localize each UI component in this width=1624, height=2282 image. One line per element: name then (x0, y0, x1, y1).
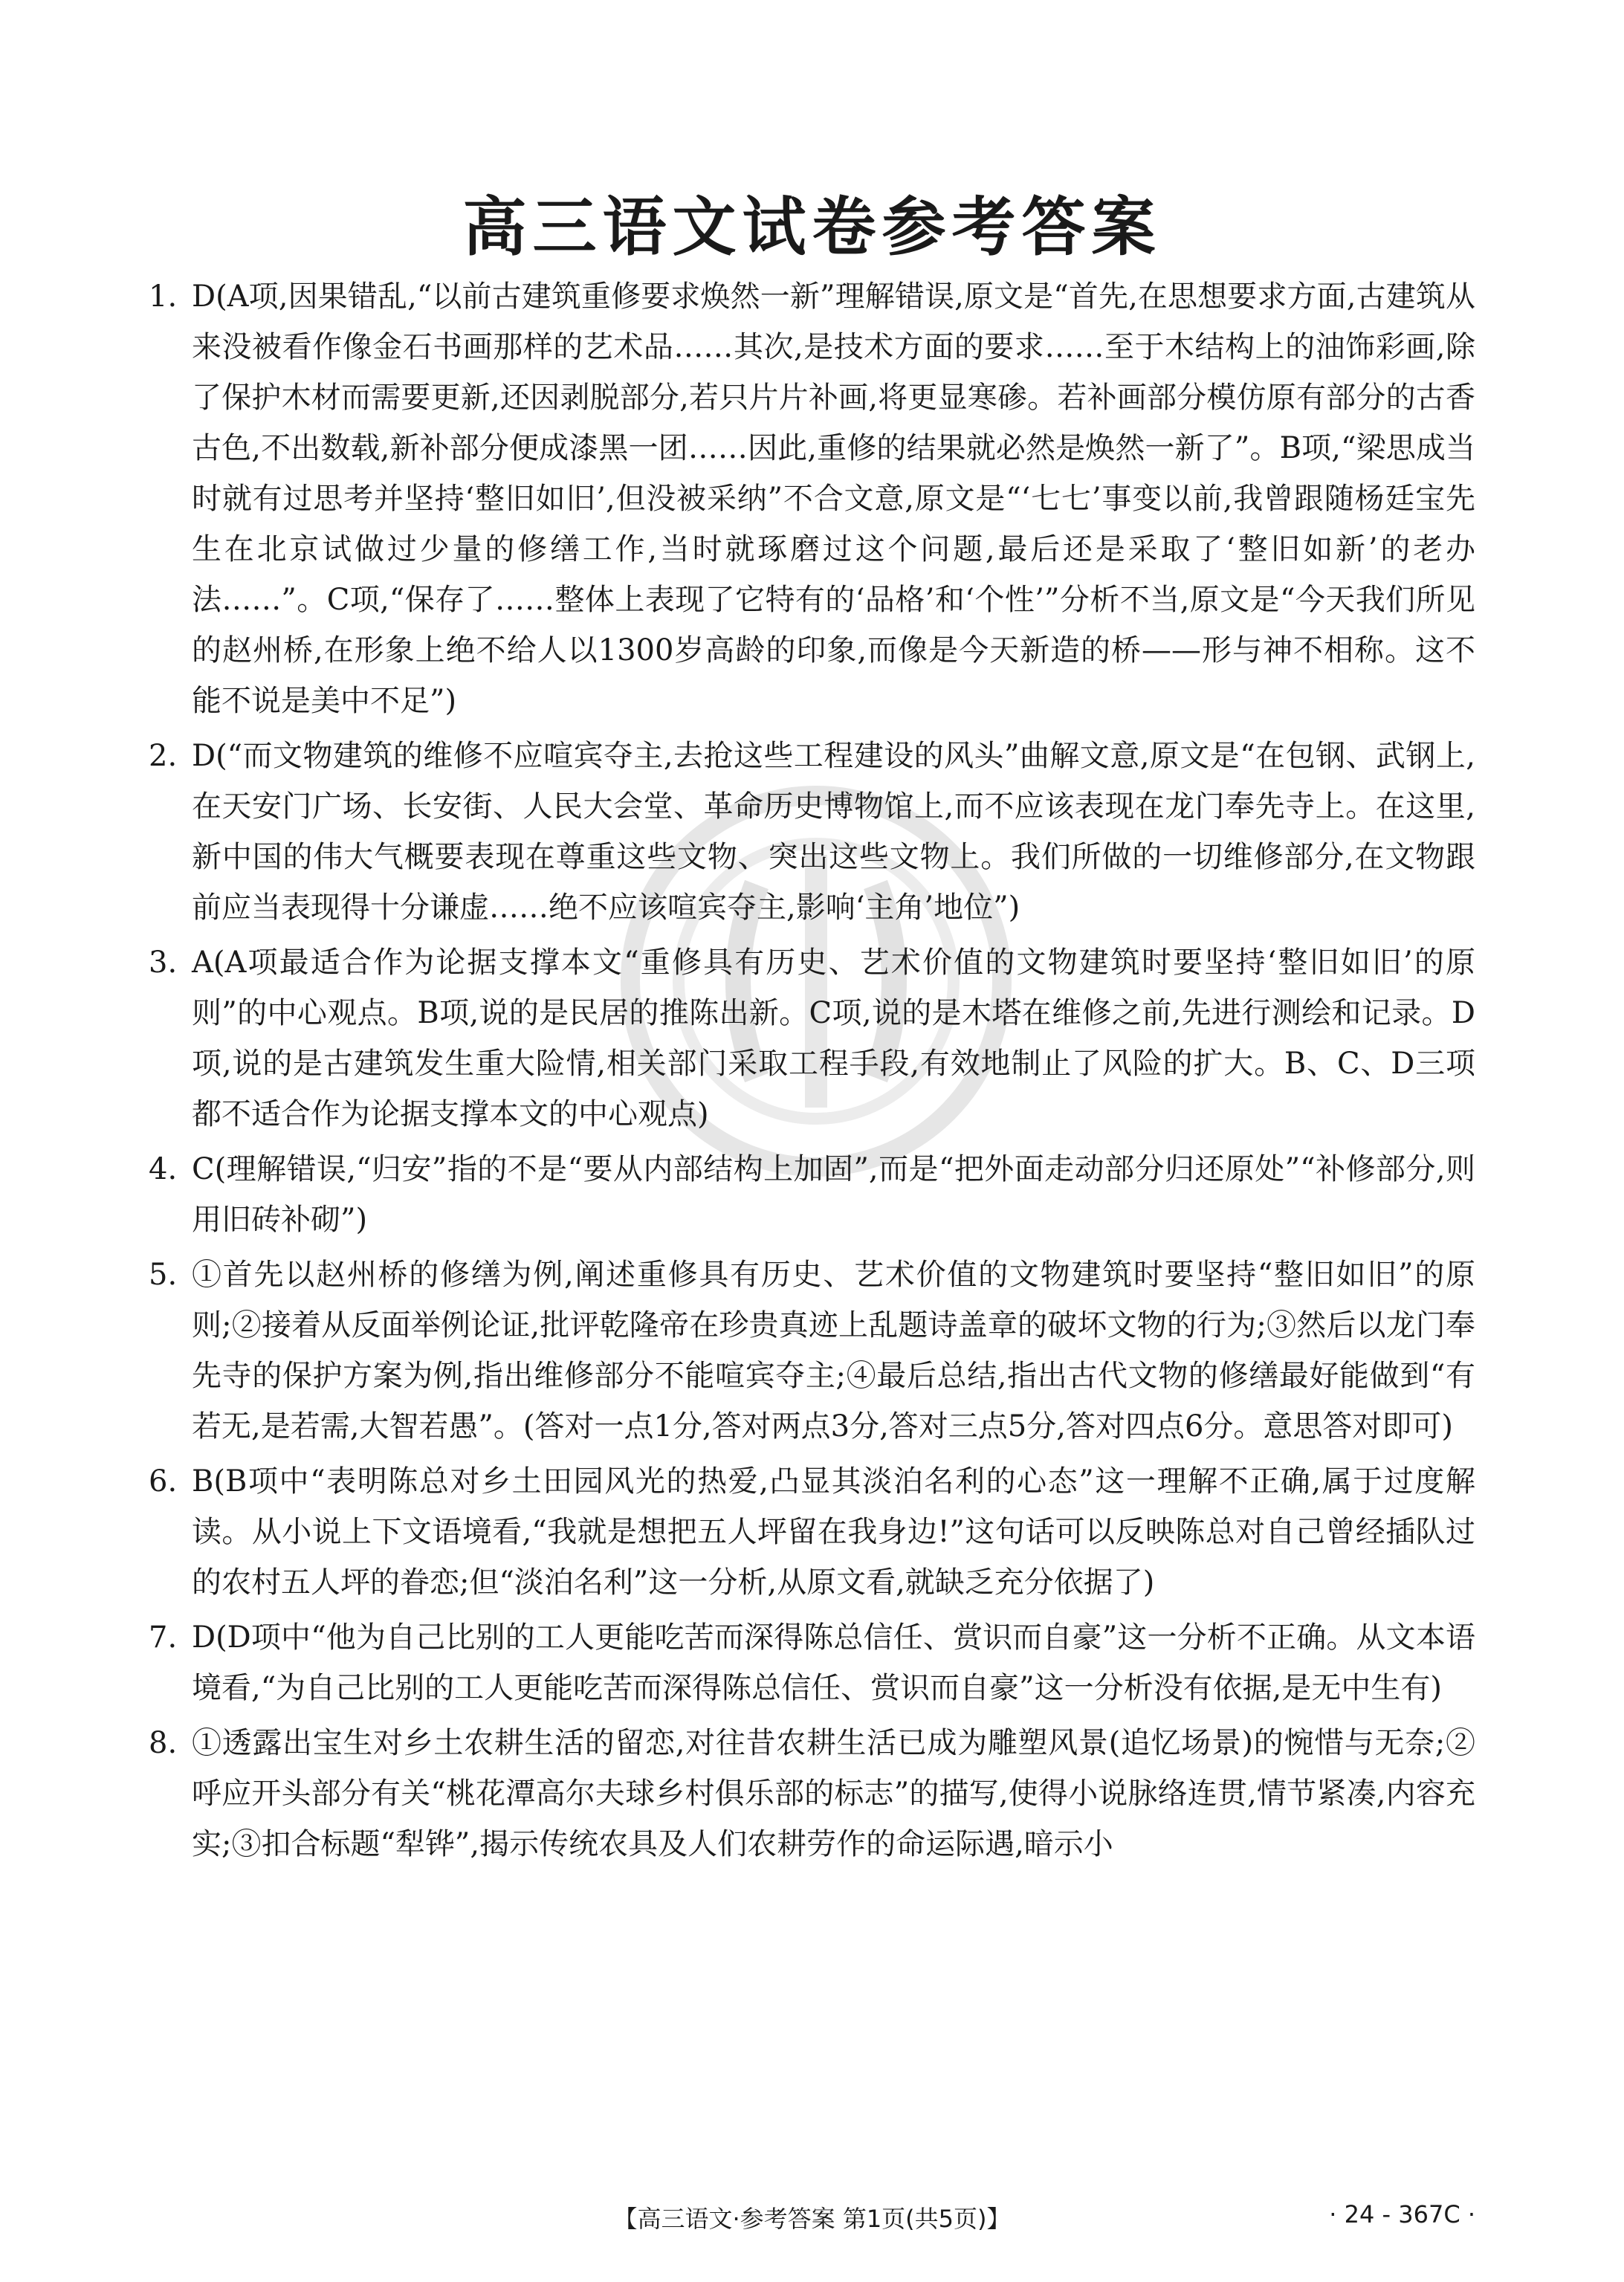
answer-item (149, 1456, 1475, 1608)
answer-number: 5. (149, 1258, 178, 1292)
answer-item (149, 1718, 1475, 1869)
answer-list (149, 271, 1475, 1874)
answer-text: ①首先以赵州桥的修缮为例,阐述重修具有历史、艺术价值的文物建筑时要坚持“整旧如旧”的原则;②接着从反面举例论证,批评乾隆帝在珍贵真迹上乱题诗盖章的破坏文物的行为;③然后以龙门奉先寺的保护方案为例,指出维修部分不能喧宾夺主;④最后总结,指出古代文物的修缮最好能做到“有若无,是若需,大智若愚”。(答对一点1分,答对两点3分,答对三点5分,答对四点6分。意思答对即可) (192, 1258, 1475, 1444)
answer-item (149, 731, 1475, 933)
page-footer (0, 2200, 1624, 2237)
answer-item (149, 1250, 1475, 1452)
answer-item (149, 937, 1475, 1140)
answer-number: 3. (149, 946, 178, 980)
answer-text: ①透露出宝生对乡土农耕生活的留恋,对往昔农耕生活已成为雕塑风景(追忆场景)的惋惜与无奈;②呼应开头部分有关“桃花潭高尔夫球乡村俱乐部的标志”的描写,使得小说脉络连贯,情节紧凑,内容充实;③扣合标题“犁铧”,揭示传统农具及人们农耕劳作的命运际遇,暗示小 (192, 1726, 1475, 1861)
answer-item (149, 1612, 1475, 1713)
answer-number: 8. (149, 1726, 178, 1760)
answer-number: 4. (149, 1152, 178, 1186)
answer-number: 7. (149, 1620, 178, 1655)
answer-text: A(A项最适合作为论据支撑本文“重修具有历史、艺术价值的文物建筑时要坚持‘整旧如旧’的原则”的中心观点。B项,说的是民居的推陈出新。C项,说的是木塔在维修之前,先进行测绘和记录。D项,说的是古建筑发生重大险情,相关部门采取工程手段,有效地制止了风险的扩大。B、C、D三项都不适合作为论据支撑本文的中心观点) (192, 946, 1475, 1131)
answer-text: C(理解错误,“归安”指的不是“要从内部结构上加固”,而是“把外面走动部分归还原处”“补修部分,则用旧砖补砌”) (192, 1152, 1475, 1237)
footer-paper-code: · 24 - 367C · (1329, 2200, 1475, 2228)
answer-text: D(D项中“他为自己比别的工人更能吃苦而深得陈总信任、赏识而自豪”这一分析不正确。从文本语境看,“为自己比别的工人更能吃苦而深得陈总信任、赏识而自豪”这一分析没有依据,是无中生有) (192, 1620, 1475, 1705)
answer-text: D(A项,因果错乱,“以前古建筑重修要求焕然一新”理解错误,原文是“首先,在思想要求方面,古建筑从来没被看作像金石书画那样的艺术品……其次,是技术方面的要求……至于木结构上的油饰彩画,除了保护木材而需要更新,还因剥脱部分,若只片片补画,将更显寒碜。若补画部分模仿原有部分的古香古色,不出数载,新补部分便成漆黑一团……因此,重修的结果就必然是焕然一新了”。B项,“梁思成当时就有过思考并坚持‘整旧如旧’,但没被采纳”不合文意,原文是“‘七七’事变以前,我曾跟随杨廷宝先生在北京试做过少量的修缮工作,当时就琢磨过这个问题,最后还是采取了‘整旧如新’的老办法……”。C项,“保存了……整体上表现了它特有的‘品格’和‘个性’”分析不当,原文是“今天我们所见的赵州桥,在形象上绝不给人以1300岁高龄的印象,而像是今天新造的桥——形与神不相称。这不能不说是美中不足”) (192, 279, 1475, 718)
answer-item (149, 1144, 1475, 1245)
answer-text: D(“而文物建筑的维修不应喧宾夺主,去抢这些工程建设的风头”曲解文意,原文是“在包钢、武钢上,在天安门广场、长安街、人民大会堂、革命历史博物馆上,而不应该表现在龙门奉先寺上。在这里,新中国的伟大气概要表现在尊重这些文物、突出这些文物上。我们所做的一切维修部分,在文物跟前应当表现得十分谦虚……绝不应该喧宾夺主,影响‘主角’地位”) (192, 739, 1475, 925)
answer-text: B(B项中“表明陈总对乡土田园风光的热爱,凸显其淡泊名利的心态”这一理解不正确,属于过度解读。从小说上下文语境看,“我就是想把五人坪留在我身边!”这句话可以反映陈总对自己曾经插队过的农村五人坪的眷恋;但“淡泊名利”这一分析,从原文看,就缺乏充分依据了) (192, 1464, 1475, 1600)
answer-number: 6. (149, 1464, 178, 1499)
answer-number: 1. (149, 279, 178, 314)
footer-page-info: 【高三语文·参考答案 第1页(共5页)】 (613, 2205, 1011, 2233)
answer-number: 2. (149, 739, 178, 773)
page-title: 高三语文试卷参考答案 (462, 190, 1162, 265)
answer-item (149, 271, 1475, 726)
